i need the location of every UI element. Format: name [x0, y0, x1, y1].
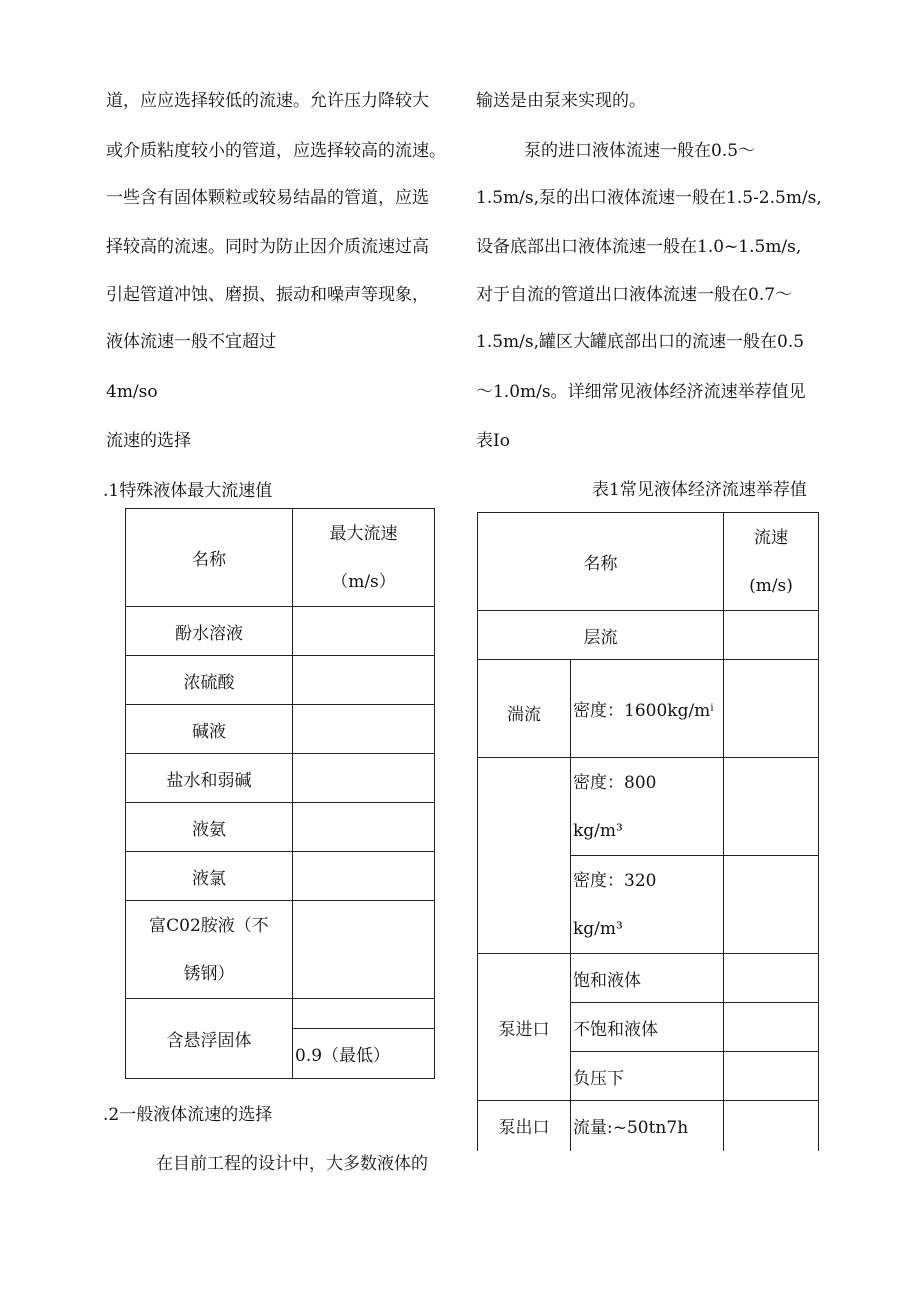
- table-cell-empty: [478, 758, 571, 954]
- table-cell-empty: [293, 705, 435, 754]
- saturated-liquid: 饱和液体: [571, 954, 724, 1003]
- pump-outlet-label: 泵出口: [478, 1101, 571, 1151]
- max-speed-table: [125, 508, 435, 1079]
- density-1600: 密度：1600kg/mⁱ: [571, 660, 724, 758]
- density-800-line2: kg/m³: [573, 820, 623, 841]
- density-320-line1: 密度：320: [573, 870, 657, 891]
- table-cell-empty: [724, 1052, 819, 1101]
- table-cell-empty: [293, 607, 435, 656]
- subsection-title-2: .2一般液体流速的选择: [103, 1105, 273, 1125]
- table-cell-empty: [724, 660, 819, 758]
- right-line-2: 泵的进口液体流速一般在0.5～: [524, 141, 756, 161]
- table-row: 碱液: [126, 705, 293, 754]
- table-cell-empty: [724, 611, 819, 660]
- left-paragraph-line-2: 或介质粘度较小的管道，应选择较高的流速。: [106, 141, 446, 161]
- table1-header-speed: [293, 509, 435, 607]
- table2-header-speed: [724, 513, 819, 611]
- table-cell-empty: [724, 856, 819, 954]
- turbulent-label: 湍流: [478, 660, 571, 758]
- table-cell-empty: [293, 999, 435, 1029]
- left-paragraph-line-4: 择较高的流速。同时为防止因介质流速过高: [106, 237, 429, 257]
- negative-pressure: 负压下: [571, 1052, 724, 1101]
- table-cell-empty: [293, 656, 435, 705]
- laminar-row: 层流: [478, 611, 724, 660]
- table-cell-empty: [293, 754, 435, 803]
- right-line-1: 输送是由泵来实现的。: [476, 91, 646, 111]
- density-320: [571, 856, 724, 954]
- density-800: [571, 758, 724, 856]
- table2-header-speed-line2: (m/s): [749, 575, 793, 596]
- table-row: 浓硫酸: [126, 656, 293, 705]
- table-cell-empty: [724, 1101, 819, 1151]
- table1-header-speed-line1: 最大流速: [329, 523, 398, 544]
- left-paragraph-line-6: 液体流速一般不宜超过: [106, 332, 276, 352]
- table-row: 酚水溶液: [126, 607, 293, 656]
- table-cell-empty: [724, 758, 819, 856]
- table-cell-empty: [724, 1003, 819, 1052]
- co2-line2: 锈钢）: [183, 963, 235, 984]
- table-row-co2: [126, 901, 293, 999]
- table1-header-speed-line2: （m/s）: [331, 571, 396, 592]
- table-cell-empty: [293, 803, 435, 852]
- table-row: 液氯: [126, 852, 293, 901]
- table-row-solid: 含悬浮固体: [126, 999, 293, 1079]
- density-800-line1: 密度：800: [573, 772, 657, 793]
- density-320-line2: kg/m³: [573, 918, 623, 939]
- speed-limit-value: 4m/so: [106, 382, 158, 402]
- right-line-6: 1.5m/s,罐区大罐底部出口的流速一般在0.5: [476, 332, 805, 352]
- flow-rate: 流量:~50tn7h: [571, 1101, 724, 1151]
- table2-header-speed-line1: 流速: [754, 527, 788, 548]
- co2-line1: 富C02胺液（不: [149, 915, 269, 936]
- subsection-title-1: .1特殊液体最大流速值: [103, 481, 273, 501]
- right-line-3: 1.5m/s,泵的出口液体流速一般在1.5-2.5m/s,: [476, 188, 822, 208]
- left-paragraph-line-3: 一些含有固体颗粒或较易结晶的管道，应选: [106, 188, 429, 208]
- right-line-5: 对于自流的管道出口液体流速一般在0.7～: [476, 285, 793, 305]
- right-line-7: ～1.0m/s。详细常见液体经济流速举荐值见: [476, 382, 806, 402]
- table-cell-empty: [293, 901, 435, 999]
- table-row: 盐水和弱碱: [126, 754, 293, 803]
- section-title: 流速的选择: [106, 431, 191, 451]
- right-line-4: 设备底部出口液体流速一般在1.0~1.5m/s,: [476, 237, 802, 257]
- left-closing-line: 在目前工程的设计中，大多数液体的: [156, 1154, 428, 1174]
- table-cell-empty: [293, 852, 435, 901]
- left-paragraph-line-1: 道，应应选择较低的流速。允许压力降较大: [106, 91, 429, 111]
- pump-inlet-label: 泵进口: [478, 954, 571, 1101]
- table-cell-empty: [724, 954, 819, 1003]
- unsaturated-liquid: 不饱和液体: [571, 1003, 724, 1052]
- economic-speed-table: [477, 512, 819, 1151]
- table-row: 液氨: [126, 803, 293, 852]
- solid-min-speed: 0.9（最低）: [293, 1029, 435, 1079]
- table1-header-name: 名称: [126, 509, 293, 607]
- table2-header-name: 名称: [478, 513, 724, 611]
- left-paragraph-line-5: 引起管道冲蚀、磨损、振动和噪声等现象，: [106, 285, 429, 305]
- table2-caption: 表1常见液体经济流速举荐值: [592, 480, 807, 500]
- right-line-8: 表Io: [476, 431, 510, 451]
